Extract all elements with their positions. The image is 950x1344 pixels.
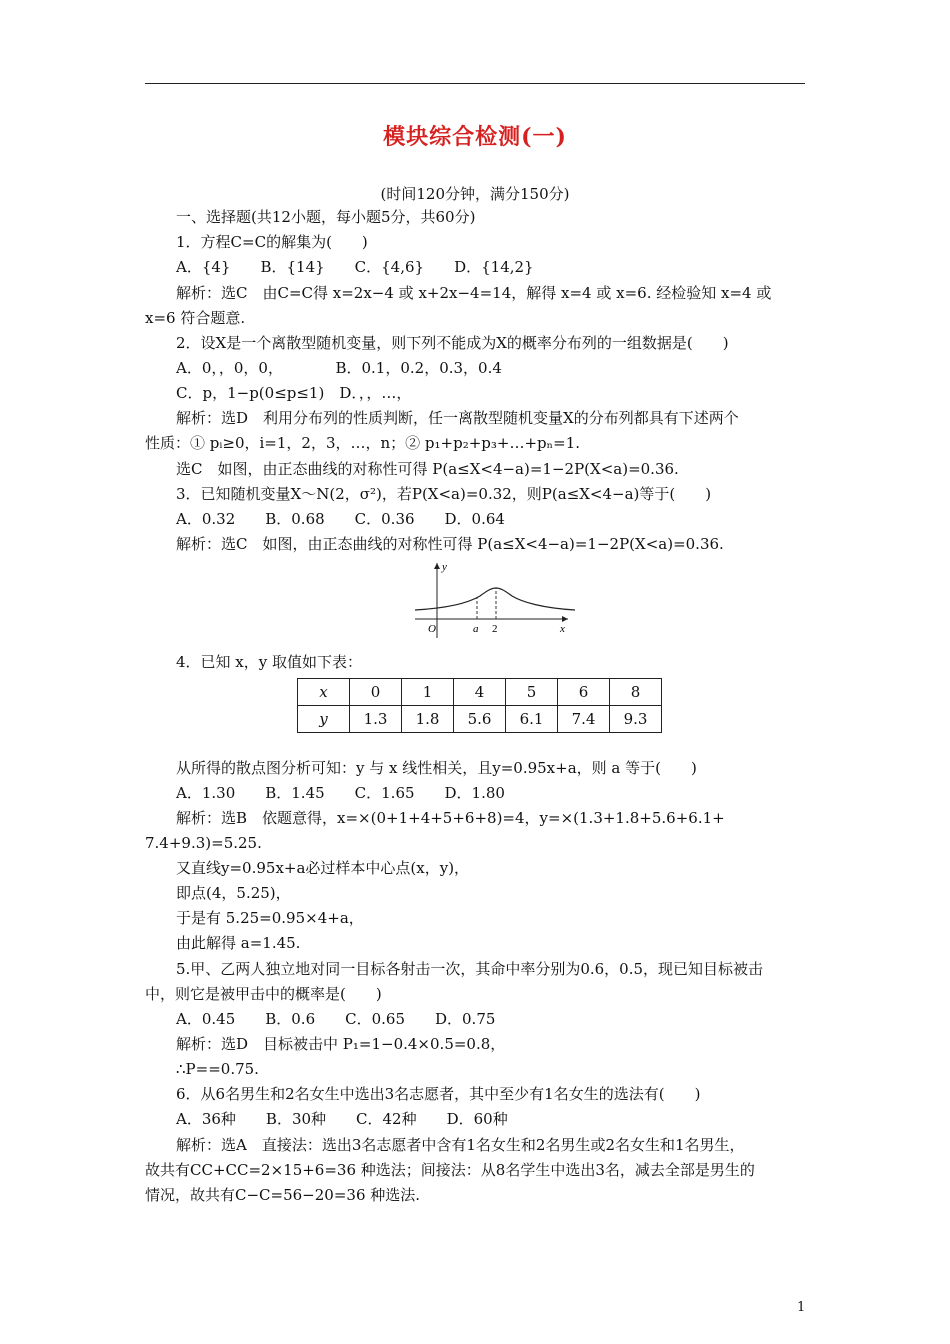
table-cell: 1.3: [350, 706, 402, 733]
table-cell: 8: [610, 679, 662, 706]
text-line: 情况，故共有C−C=56−20=36 种选法.: [145, 1186, 421, 1204]
text-line: 1．方程C=C的解集为( ): [176, 233, 368, 251]
text-line: 于是有 5.25=0.95×4+a，: [176, 909, 364, 927]
text-line: A．{4} B．{14} C．{4,6} D．{14,2}: [176, 258, 534, 276]
text-line: 4．已知 x，y 取值如下表：: [176, 653, 363, 671]
page-number: 1: [797, 1300, 806, 1315]
text-line: 3．已知随机变量X～N(2，σ²)，若P(X<a)=0.32，则P(a≤X<4−a)等于( ): [176, 485, 712, 503]
text-line: 从所得的散点图分析可知：y 与 x 线性相关，且y=0.95x+a，则 a 等于( ): [176, 759, 697, 777]
text-line: 6．从6名男生和2名女生中选出3名志愿者，其中至少有1名女生的选法有( ): [176, 1085, 701, 1103]
table-cell: 5: [506, 679, 558, 706]
text-line: 由此解得 a=1.45.: [176, 934, 301, 952]
text-line: 又直线y=0.95x+a必过样本中心点(x，y)，: [176, 859, 470, 877]
x-axis-label: x: [560, 623, 565, 635]
text-line: 解析：选A 直接法：选出3名志愿者中含有1名女生和2名男生或2名女生和1名男生，: [176, 1136, 745, 1154]
text-line: 性质：① pᵢ≥0，i=1，2，3，…，n；② p₁+p₂+p₃+…+pₙ=1.: [145, 434, 581, 452]
table-cell: 7.4: [558, 706, 610, 733]
table-cell: 1.8: [402, 706, 454, 733]
table-cell: 5.6: [454, 706, 506, 733]
text-line: C．p，1−p(0≤p≤1) D．，，…，: [176, 384, 412, 402]
table-cell: x: [298, 679, 350, 706]
origin-label: O: [428, 623, 436, 635]
text-line: 解析：选C 如图，由正态曲线的对称性可得 P(a≤X<4−a)=1−2P(X<a)=0.36.: [176, 535, 724, 553]
page-title: 模块综合检测(一): [383, 124, 567, 150]
table-cell: 9.3: [610, 706, 662, 733]
text-line: 5.甲、乙两人独立地对同一目标各射击一次，其命中率分别为0.6，0.5，现已知目标被击: [176, 960, 764, 978]
normal-curve-figure: [410, 560, 580, 642]
text-line: 即点(4，5.25)，: [176, 884, 291, 902]
text-line: 解析：选C 由C=C得 x=2x−4 或 x+2x−4=14，解得 x=4 或 x=6. 经检验知 x=4 或: [176, 284, 772, 302]
two-label: 2: [492, 623, 498, 635]
table-cell: 6.1: [506, 706, 558, 733]
table-row: [298, 679, 662, 706]
text-line: 解析：选B 依题意得，x=×(0+1+4+5+6+8)=4，y=×(1.3+1.8+5.6+6.1+: [176, 809, 725, 827]
text-line: A．0，，0，0， B．0.1，0.2，0.3，0.4: [176, 359, 502, 377]
table-cell: 6: [558, 679, 610, 706]
text-line: 2．设X是一个离散型随机变量，则下列不能成为X的概率分布列的一组数据是( ): [176, 334, 729, 352]
table-cell: y: [298, 706, 350, 733]
table-cell: 0: [350, 679, 402, 706]
table-cell: 1: [402, 679, 454, 706]
xy-table: [297, 678, 662, 733]
text-line: 7.4+9.3)=5.25.: [145, 834, 262, 852]
text-line: A．36种 B．30种 C．42种 D．60种: [176, 1110, 508, 1128]
text-line: A．1.30 B．1.45 C．1.65 D．1.80: [176, 784, 505, 802]
table-cell: 4: [454, 679, 506, 706]
text-line: A．0.32 B．0.68 C．0.36 D．0.64: [176, 510, 505, 528]
a-label: a: [473, 623, 479, 635]
text-line: 中，则它是被甲击中的概率是( ): [145, 985, 382, 1003]
text-line: 故共有CC+CC=2×15+6=36 种选法；间接法：从8名学生中选出3名，减去全部是男生的: [145, 1161, 755, 1179]
header-rule: [145, 83, 805, 84]
section-heading: 一、选择题(共12小题，每小题5分，共60分): [176, 208, 476, 226]
subtitle: (时间120分钟，满分150分): [380, 185, 570, 203]
table-row: [298, 706, 662, 733]
text-line: A．0.45 B．0.6 C．0.65 D．0.75: [176, 1010, 496, 1028]
text-line: ∴P==0.75.: [176, 1060, 259, 1078]
y-axis-label: y: [442, 561, 447, 573]
text-line: 选C 如图，由正态曲线的对称性可得 P(a≤X<4−a)=1−2P(X<a)=0.36.: [176, 460, 679, 478]
text-line: 解析：选D 目标被击中 P₁=1−0.4×0.5=0.8，: [176, 1035, 506, 1053]
text-line: x=6 符合题意.: [145, 309, 246, 327]
text-line: 解析：选D 利用分布列的性质判断，任一离散型随机变量X的分布列都具有下述两个: [176, 409, 739, 427]
